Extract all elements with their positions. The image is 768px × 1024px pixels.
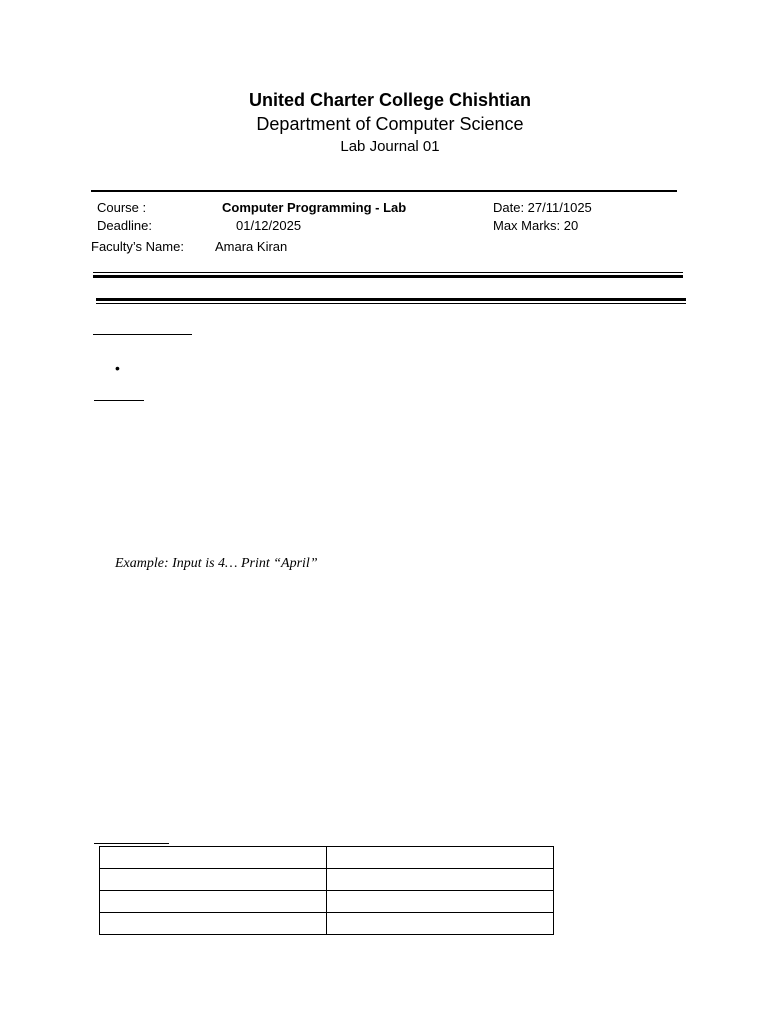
table-cell xyxy=(327,891,554,913)
double-rule-1-top xyxy=(93,272,683,273)
department-name: Department of Computer Science xyxy=(256,114,524,134)
table-cell xyxy=(327,847,554,869)
table-cell xyxy=(100,847,327,869)
marks-table xyxy=(99,846,554,935)
deadline-label: Deadline: xyxy=(97,218,152,233)
bullet-point: • xyxy=(115,360,120,376)
table-cell xyxy=(100,869,327,891)
table-cell xyxy=(327,913,554,935)
table-cell xyxy=(100,891,327,913)
section-heading-underline-3 xyxy=(94,843,169,844)
deadline-value: 01/12/2025 xyxy=(236,218,302,233)
table-row xyxy=(100,913,554,935)
table-row xyxy=(100,869,554,891)
double-rule-1-bottom xyxy=(93,275,683,278)
institution-name: United Charter College Chishtian xyxy=(248,90,532,110)
document-title: Lab Journal 01 xyxy=(340,138,440,155)
course-value: Computer Programming - Lab xyxy=(222,200,407,215)
example-text: Example: Input is 4… Print “April” xyxy=(115,556,318,571)
info-top-rule xyxy=(91,190,677,192)
max-marks-label: Max Marks: 20 xyxy=(493,218,579,233)
section-heading-underline-2 xyxy=(94,400,144,401)
table-row xyxy=(100,891,554,913)
table-cell xyxy=(100,913,327,935)
date-label: Date: 27/11/1025 xyxy=(493,200,592,215)
section-heading-underline-1 xyxy=(93,334,192,335)
course-label: Course : xyxy=(97,200,147,215)
double-rule-2-bottom xyxy=(96,303,686,304)
faculty-label: Faculty’s Name: xyxy=(91,239,184,254)
double-rule-2-top xyxy=(96,298,686,301)
table-row xyxy=(100,847,554,869)
table-cell xyxy=(327,869,554,891)
faculty-value: Amara Kiran xyxy=(215,239,288,254)
